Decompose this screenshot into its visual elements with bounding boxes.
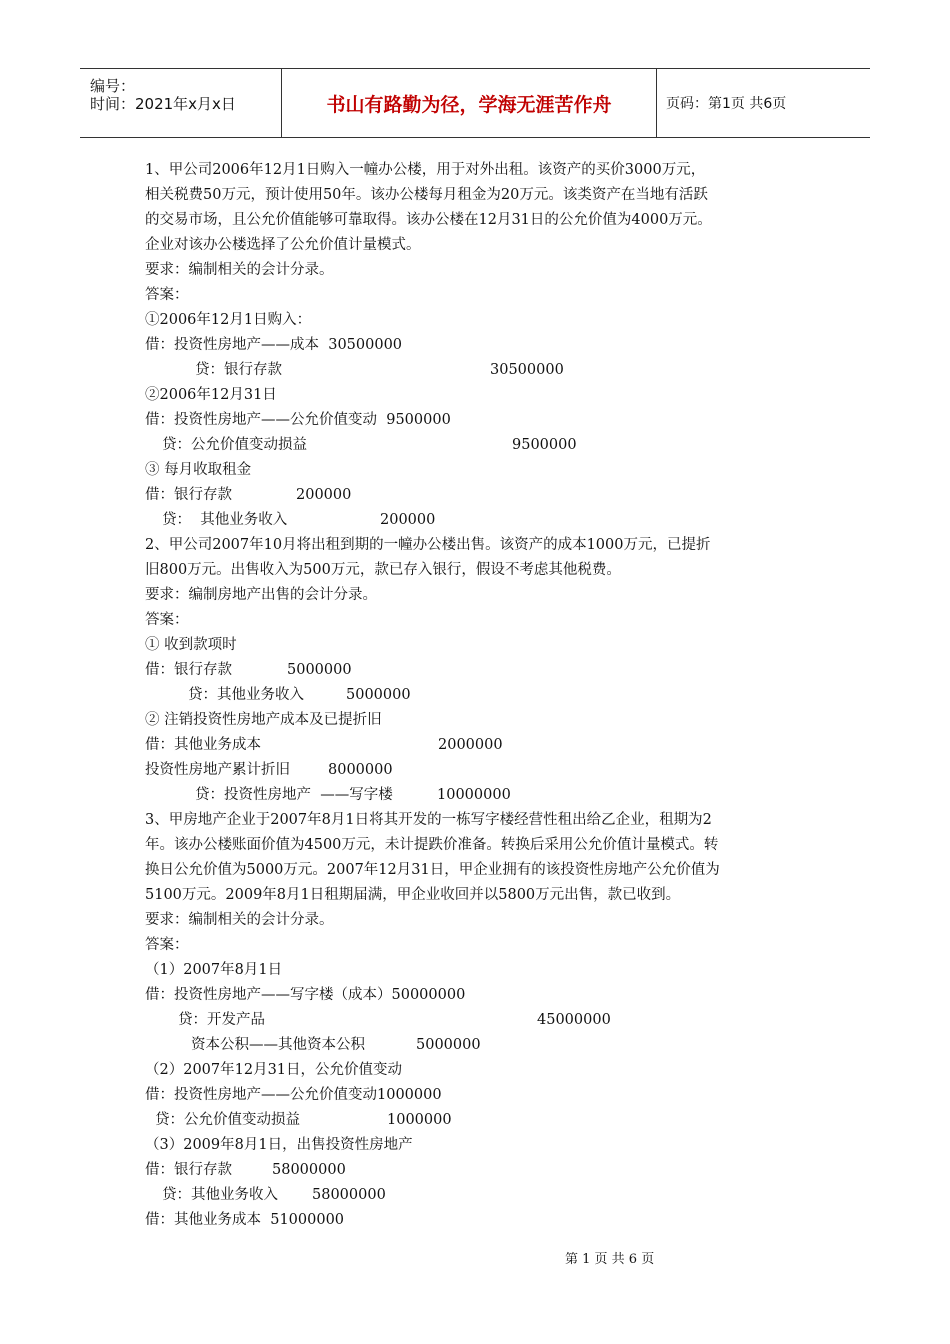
amount: 8000000 (328, 762, 393, 778)
amount: 9500000 (512, 437, 577, 453)
text-line: 贷：公允价值变动损益 (155, 1112, 300, 1128)
text-line: ② 注销投资性房地产成本及已提折旧 (145, 712, 382, 728)
text-line: 答案： (145, 612, 189, 628)
page-footer: 第 1 页 共 6 页 (565, 1252, 655, 1267)
header-motto: 书山有路勤为径，学海无涯苦作舟 (281, 69, 657, 137)
amount: 45000000 (537, 1012, 611, 1028)
text-line: 要求：编制相关的会计分录。 (145, 262, 334, 278)
amount: 5000000 (287, 662, 352, 678)
amount: 1000000 (387, 1112, 452, 1128)
text-line: 换日公允价值为5000万元。2007年12月31日，甲企业拥有的该投资性房地产公允价值为 (145, 862, 720, 878)
amount: 30500000 (490, 362, 564, 378)
text-line: 借：投资性房地产——公允价值变动1000000 (145, 1087, 442, 1103)
amount: 10000000 (437, 787, 511, 803)
text-line: （2）2007年12月31日，公允价值变动 (145, 1062, 403, 1078)
text-line: 贷：公允价值变动损益 (162, 437, 307, 453)
text-line: ①2006年12月1日购入： (145, 312, 312, 328)
text-line: 要求：编制相关的会计分录。 (145, 912, 334, 928)
text-line: 借：银行存款 (145, 487, 232, 503)
text-line: 借：银行存款 (145, 1162, 232, 1178)
text-line: 借：投资性房地产——成本 30500000 (145, 337, 403, 353)
amount: 200000 (380, 512, 436, 528)
text-line: （3）2009年8月1日，出售投资性房地产 (145, 1137, 413, 1153)
amount: 200000 (296, 487, 352, 503)
text-line: （1）2007年8月1日 (145, 962, 283, 978)
text-line: 贷：其他业务收入 (188, 687, 304, 703)
text-line: 3、甲房地产企业于2007年8月1日将其开发的一栋写字楼经营性租出给乙企业，租期为2 (145, 812, 712, 828)
text-line: 贷：投资性房地产 ——写字楼 (195, 787, 393, 803)
text-line: 的交易市场，且公允价值能够可靠取得。该办公楼在12月31日的公允价值为4000万元。 (145, 212, 712, 228)
text-line: 相关税费50万元，预计使用50年。该办公楼每月租金为20万元。该类资产在当地有活跃 (145, 187, 708, 203)
header-time-label: 时间：2021年x月x日 (90, 95, 236, 113)
amount: 58000000 (272, 1162, 346, 1178)
header-page-label: 页码：第1页 共6页 (666, 96, 787, 112)
text-line: 借：其他业务成本 51000000 (145, 1212, 345, 1228)
text-line: ②2006年12月31日 (145, 387, 277, 403)
text-line: 借：银行存款 (145, 662, 232, 678)
text-line: 答案： (145, 287, 189, 303)
text-line: 借：其他业务成本 (145, 737, 261, 753)
text-line: 投资性房地产累计折旧 (145, 762, 290, 778)
amount: 5000000 (346, 687, 411, 703)
text-line: 旧800万元。出售收入为500万元，款已存入银行，假设不考虑其他税费。 (145, 562, 621, 578)
text-line: 借：投资性房地产——公允价值变动 9500000 (145, 412, 451, 428)
text-line: 借：投资性房地产——写字楼（成本）50000000 (145, 987, 466, 1003)
amount: 58000000 (312, 1187, 386, 1203)
header-number-label: 编号： (90, 77, 136, 95)
text-line: 贷：其他业务收入 (162, 1187, 278, 1203)
amount: 2000000 (438, 737, 503, 753)
text-line: 答案： (145, 937, 189, 953)
text-line: 年。该办公楼账面价值为4500万元，未计提跌价准备。转换后采用公允价值计量模式。转 (145, 837, 719, 853)
text-line: 贷： 其他业务收入 (162, 512, 288, 528)
text-line: 1、甲公司2006年12月1日购入一幢办公楼，用于对外出租。该资产的买价3000万元， (145, 162, 706, 178)
text-line: 企业对该办公楼选择了公允价值计量模式。 (145, 237, 421, 253)
text-line: 5100万元。2009年8月1日租期届满，甲企业收回并以5800万元出售，款已收到。 (145, 887, 681, 903)
amount: 5000000 (416, 1037, 481, 1053)
text-line: 资本公积——其他资本公积 (191, 1037, 365, 1053)
text-line: ① 收到款项时 (145, 637, 237, 653)
text-line: 贷：银行存款 (195, 362, 282, 378)
text-line: 要求：编制房地产出售的会计分录。 (145, 587, 377, 603)
text-line: 贷：开发产品 (178, 1012, 265, 1028)
text-line: ③ 每月收取租金 (145, 462, 252, 478)
text-line: 2、甲公司2007年10月将出租到期的一幢办公楼出售。该资产的成本1000万元，已提折 (145, 537, 711, 553)
